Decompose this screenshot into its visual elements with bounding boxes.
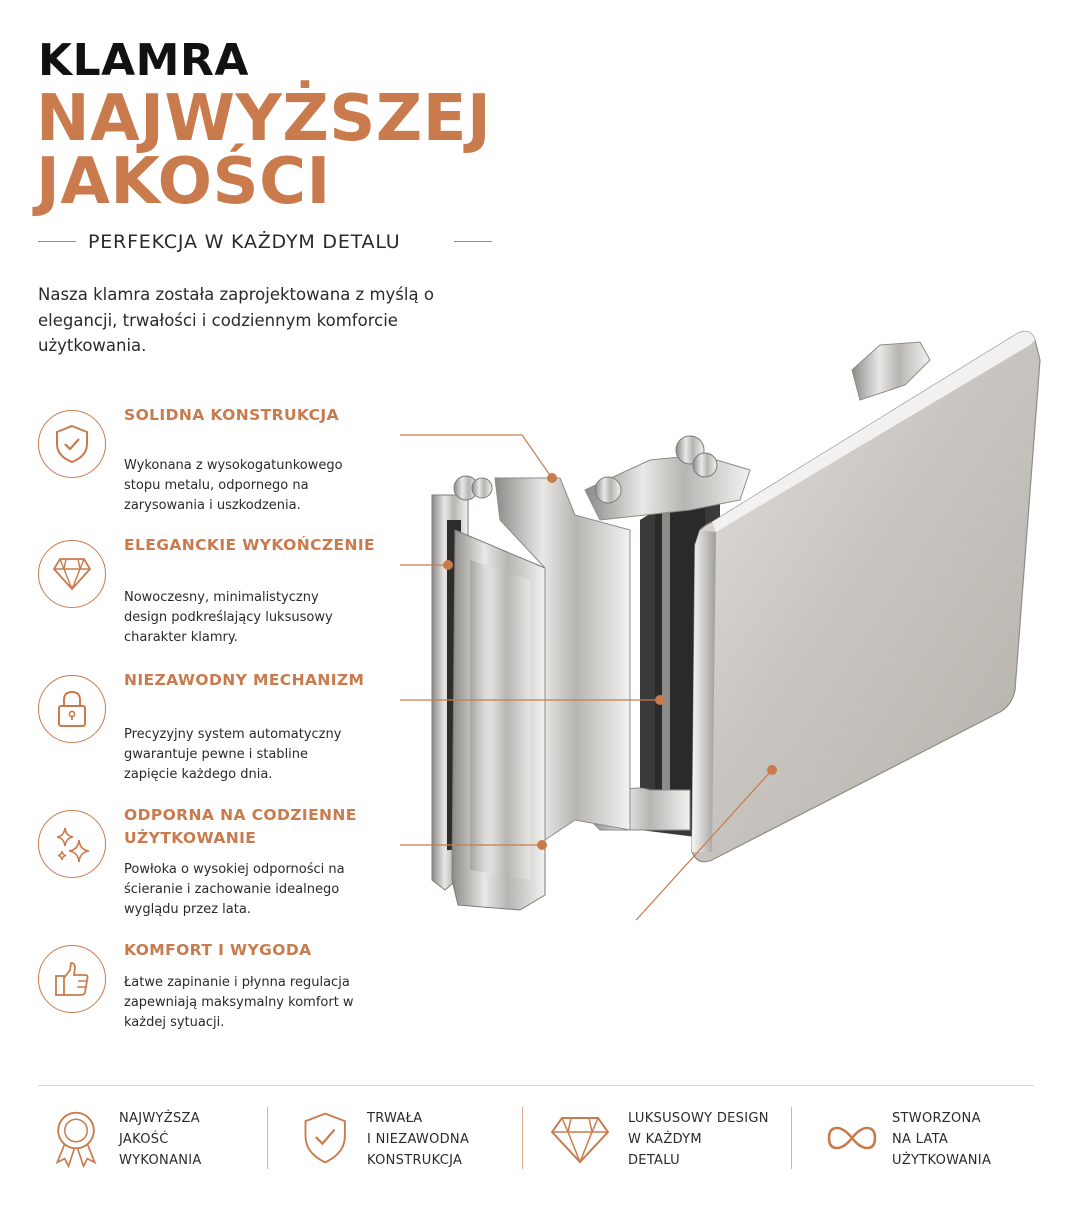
badge-text: NAJWYŻSZA JAKOŚĆ WYKONANIA <box>119 1111 202 1168</box>
feature-title: ODPORNA NA CODZIENNE UŻYTKOWANIE <box>124 806 357 847</box>
badge-stworzona-na-lata <box>826 1100 1026 1180</box>
badge-najwyzsza-jakosc <box>48 1100 258 1180</box>
feature-title: SOLIDNA KONSTRUKCJA <box>124 406 339 424</box>
title-jakosci: JAKOŚCI <box>36 145 331 219</box>
title-klamra: KLAMRA <box>38 35 249 86</box>
title-najwyzszej: NAJWYŻSZEJ <box>36 82 492 156</box>
feature-description: Powłoka o wysokiej odporności na ścieranie i zachowanie idealnego wyglądu przez lata. <box>124 862 345 917</box>
feature-icon-circle <box>38 810 106 878</box>
shield-check-icon <box>300 1108 356 1168</box>
thumbs-up-icon <box>52 959 92 999</box>
feature-icon-circle <box>38 675 106 743</box>
feature-title: ELEGANCKIE WYKOŃCZENIE <box>124 536 375 554</box>
shield-check-icon <box>54 424 90 464</box>
bottom-divider <box>38 1085 1034 1086</box>
sparkles-icon <box>52 824 92 864</box>
feature-description: Nowoczesny, minimalistyczny design podkreślający luksusowy charakter klamry. <box>124 590 333 645</box>
padlock-icon <box>55 689 89 729</box>
belt-buckle-image <box>400 300 1060 920</box>
subtitle-row <box>38 228 492 256</box>
badge-text: TRWAŁA I NIEZAWODNA KONSTRUKCJA <box>367 1111 470 1168</box>
feature-icon-circle <box>38 540 106 608</box>
badge-separator <box>791 1107 792 1169</box>
subtitle-line-left <box>38 241 76 242</box>
feature-title: NIEZAWODNY MECHANIZM <box>124 671 365 689</box>
feature-description: Łatwe zapinanie i płynna regulacja zapewniają maksymalny komfort w każdej sytuacji. <box>124 975 354 1030</box>
feature-description: Wykonana z wysokogatunkowego stopu metalu, odpornego na zarysowania i uszkodzenia. <box>124 458 343 513</box>
badge-text: LUKSUSOWY DESIGN W KAŻDYM DETALU <box>628 1111 769 1168</box>
badge-trwala-konstrukcja <box>300 1100 510 1180</box>
feature-icon-circle <box>38 945 106 1013</box>
badge-luksusowy-design <box>550 1100 780 1180</box>
diamond-icon <box>550 1108 610 1168</box>
badge-separator <box>267 1107 268 1169</box>
badge-separator <box>522 1107 523 1169</box>
award-ribbon-icon <box>48 1108 104 1168</box>
infinity-icon <box>826 1108 878 1168</box>
badge-text: STWORZONA NA LATA UŻYTKOWANIA <box>892 1111 992 1168</box>
subtitle: PERFEKCJA W KAŻDYM DETALU <box>88 231 401 253</box>
intro-text: Nasza klamra została zaprojektowana z myślą o elegancji, trwałości i codziennym komforcie użytkowania. <box>38 285 434 355</box>
subtitle-line-right <box>454 241 492 242</box>
diamond-icon <box>52 557 92 591</box>
feature-description: Precyzyjny system automatyczny gwarantuje pewne i stabline zapięcie każdego dnia. <box>124 727 342 782</box>
feature-title: KOMFORT I WYGODA <box>124 941 312 959</box>
feature-icon-circle <box>38 410 106 478</box>
